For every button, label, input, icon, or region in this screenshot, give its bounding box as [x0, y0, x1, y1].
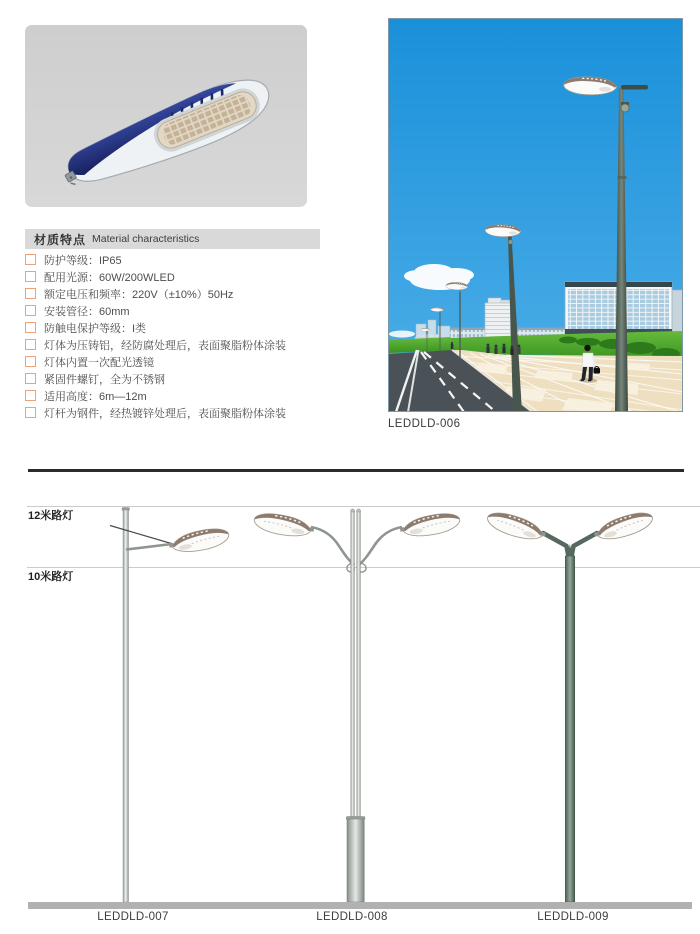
model-label-009: LEDDLD-009: [537, 911, 609, 923]
checkbox-icon: [25, 407, 36, 418]
height-label-10m: 10米路灯: [28, 571, 74, 583]
spec-text: 灯体内置一次配光透镜: [44, 356, 154, 369]
height-line-12m: [27, 506, 700, 507]
spec-row: [25, 353, 365, 370]
checkbox-icon: [25, 356, 36, 367]
spec-text: 防触电保护等级：I类: [44, 322, 147, 335]
checkbox-icon: [25, 271, 36, 282]
height-label-12m: 12米路灯: [28, 510, 74, 522]
checkbox-icon: [25, 305, 36, 316]
street-scene-illustration: [388, 18, 683, 412]
spec-row: [25, 336, 365, 353]
product-photo: [25, 25, 307, 207]
spec-text: 灯体为压铸铝，经防腐处理后，表面聚脂粉体涂装: [44, 339, 286, 352]
checkbox-icon: [25, 322, 36, 333]
spec-row: [25, 319, 365, 336]
street-scene-svg: [388, 18, 683, 412]
spec-text: 灯杆为钢件，经热镀锌处理后，表面聚脂粉体涂装: [44, 407, 286, 420]
scene-model-label: LEDDLD-006: [388, 418, 461, 430]
height-line-10m: [27, 567, 700, 568]
header-title-zh: 材质特点: [34, 232, 87, 247]
checkbox-icon: [25, 339, 36, 350]
model-label-008: LEDDLD-008: [316, 911, 388, 923]
spec-text: 配用光源：60W/200WLED: [44, 271, 175, 284]
checkbox-icon: [25, 254, 36, 265]
spec-row: [25, 387, 365, 404]
spec-text: 防护等级：IP65: [44, 254, 122, 267]
lamp-size-chart-illustration: [0, 495, 700, 905]
ground-bar: [28, 902, 692, 909]
spec-text: 紧固件螺钉，全为不锈钢: [44, 373, 165, 386]
lamp-head-photo-illustration: [25, 25, 307, 207]
checkbox-icon: [25, 373, 36, 384]
section-divider: [28, 469, 684, 472]
spec-row: [25, 404, 365, 421]
spec-row: [25, 302, 365, 319]
spec-row: [25, 251, 365, 268]
spec-list: [25, 251, 365, 421]
header-title-en: Material characteristics: [92, 233, 200, 245]
checkbox-icon: [25, 288, 36, 299]
spec-row: [25, 285, 365, 302]
model-label-007: LEDDLD-007: [97, 911, 169, 923]
material-characteristics-header: [25, 229, 320, 249]
spec-text: 适用高度：6m—12m: [44, 390, 147, 403]
spec-text: 额定电压和频率：220V（±10%）50Hz: [44, 288, 234, 301]
checkbox-icon: [25, 390, 36, 401]
spec-text: 安装管径：60mm: [44, 305, 130, 318]
spec-row: [25, 370, 365, 387]
spec-row: [25, 268, 365, 285]
